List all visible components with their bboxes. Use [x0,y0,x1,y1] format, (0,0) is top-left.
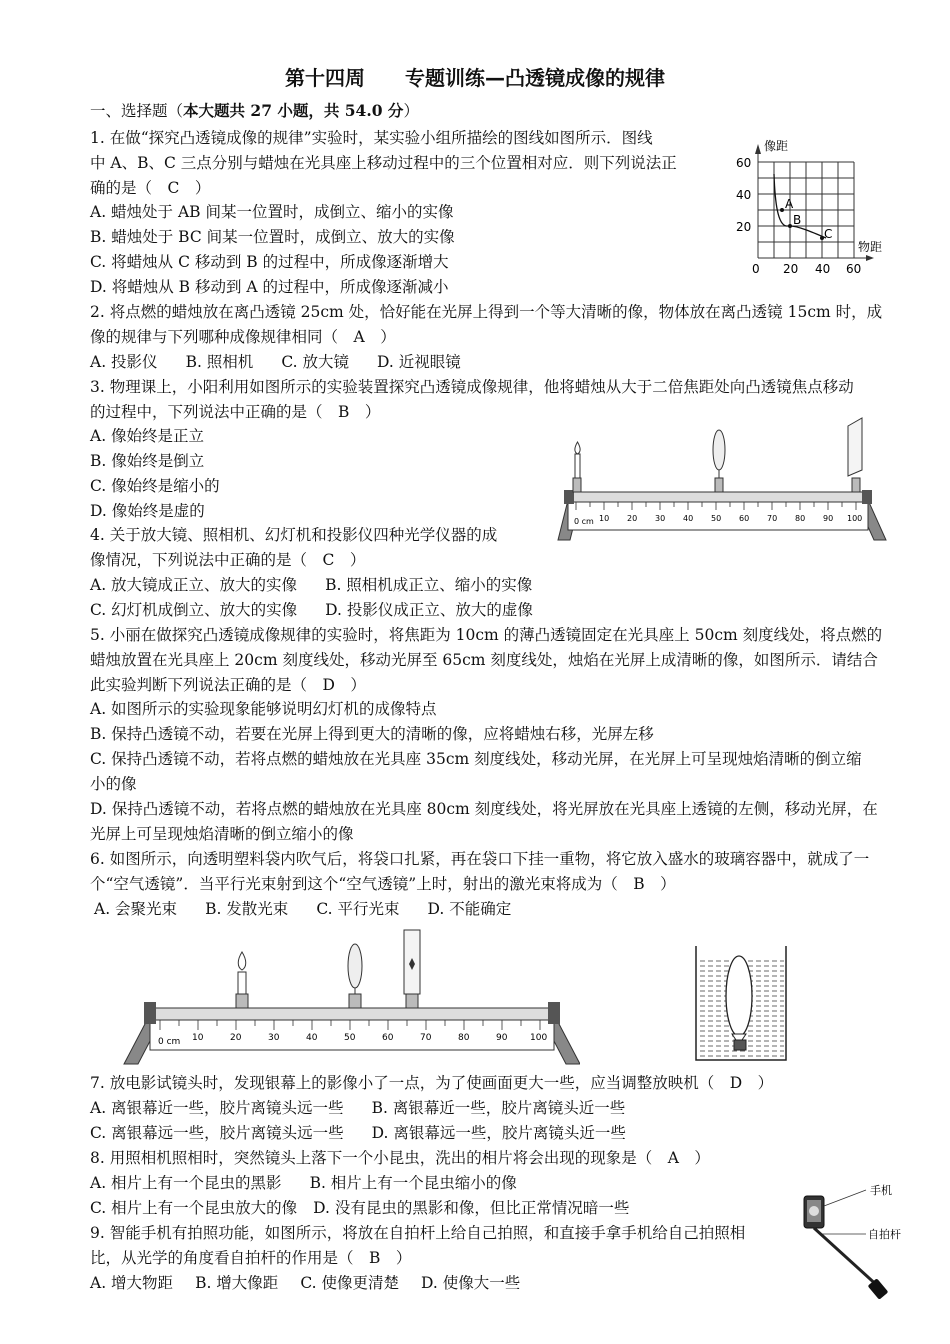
q2-stem-2: 像的规律与下列哪种成像规律相同（ A ） [90,328,396,346]
q1-option-b: B. 蜡烛处于 BC 间某一位置时，成倒立、放大的实像 [90,228,455,246]
bench1-cm: 0 cm [574,517,594,526]
q3-option-a: A. 像始终是正立 [90,427,205,445]
q6-stem-2: 个“空气透镜”．当平行光束射到这个“空气透镜”上时，射出的激光束将成为（ B ） [90,875,676,893]
q2-option-c: C. 放大镜 [281,353,349,371]
q7-option-b: B. 离银幕近一些，胶片离镜头近一些 [371,1099,626,1117]
bench2-t100: 100 [530,1033,548,1043]
q4-option-c: C. 幻灯机成倒立、放大的实像 [90,601,298,619]
bench2-t60: 60 [382,1033,394,1043]
q1-option-d: D. 将蜡烛从 B 移动到 A 的过程中，所成像逐渐减小 [90,278,449,296]
lens-icon [713,430,725,492]
bench1-t60: 60 [739,514,750,523]
q8-stem-1: 8. 用照相机照相时，突然镜头上落下一个小昆虫，洗出的相片将会出现的现象是（ A ） [90,1149,710,1167]
q4-option-b: B. 照相机成正立、缩小的实像 [325,576,533,594]
q9-option-a: A. 增大物距 [90,1274,174,1292]
q9-option-b: B. 增大像距 [195,1274,279,1292]
q9-stem-2: 比，从光学的角度看自拍杆的作用是（ B ） [90,1249,412,1267]
q8-option-b: B. 相片上有一个昆虫缩小的像 [309,1174,517,1192]
q8-options-row-2 [90,1197,629,1219]
q4-option-a: A. 放大镜成正立、放大的实像 [90,576,298,594]
q5-option-a: A. 如图所示的实验现象能够说明幻灯机的成像特点 [90,700,437,718]
q5-option-d-2: 光屏上可呈现烛焰清晰的倒立缩小的像 [90,825,354,843]
q3-option-c: C. 像始终是缩小的 [90,477,220,495]
q7-option-a: A. 离银幕近一些，胶片离镜头远一些 [90,1099,344,1117]
bench1-t30: 30 [655,514,666,523]
graph-point-b: B [793,213,802,227]
q4-stem-1: 4. 关于放大镜、照相机、幻灯机和投影仪四种光学仪器的成 [90,526,498,544]
section-bold: 本大题共 27 小题，共 54.0 分 [183,101,404,120]
screen-icon [404,930,420,1008]
graph-x40: 40 [815,262,831,276]
bench1-t50: 50 [711,514,722,523]
lens-icon [348,944,362,1008]
section-prefix: 一、选择题（ [90,102,184,120]
optical-bench-figure-2 [120,922,580,1068]
q6-stem-1: 6. 如图所示，向透明塑料袋内吹气后，将袋口扎紧，再在袋口下挂一重物，将它放入盛水的玻璃容器中，就成了一 [90,850,870,868]
graph-x20: 20 [783,262,799,276]
q2-option-b: B. 照相机 [185,353,254,371]
q3-option-b: B. 像始终是倒立 [90,452,205,470]
q1-stem-1: 1. 在做“探究凸透镜成像的规律”实验时，某实验小组所描绘的图线如图所示．图线 [90,129,653,147]
q6-option-b: B. 发散光束 [205,900,289,918]
q6-option-a: A. 会聚光束 [94,900,178,918]
bench2-cm: 0 cm [158,1037,181,1047]
section-header [90,100,419,122]
q4-options-row-1 [90,574,532,596]
q4-options-row-2 [90,599,533,621]
air-lens-container-figure [692,944,792,1062]
title-topic: 专题训练—凸透镜成像的规律 [405,66,665,90]
bench1-t90: 90 [823,514,834,523]
q5-stem-2: 蜡烛放置在光具座上 20cm 刻度线处，移动光屏至 65cm 刻度线处，烛焰在光屏上成清晰的像，如图所示．请结合 [90,651,878,669]
section-suffix: ） [403,102,419,120]
q1-graph [728,134,898,276]
bench2-t20: 20 [230,1033,242,1043]
page-title [0,62,950,91]
q8-option-c: C. 相片上有一个昆虫放大的像 [90,1199,298,1217]
q5-option-c-2: 小的像 [90,775,137,793]
q6-options [94,898,539,920]
q3-stem-1: 3. 物理课上，小阳利用如图所示的实验装置探究凸透镜成像规律，他将蜡烛从大于二倍焦距处向凸透镜焦点移动 [90,378,854,396]
graph-xlabel: 物距 [858,240,883,254]
q5-option-d-1: D. 保持凸透镜不动，若将点燃的蜡烛放在光具座 80cm 刻度线处，将光屏放在光具座上透镜的左侧，移动光屏，在 [90,800,878,818]
bench2-t10: 10 [192,1033,204,1043]
screen-icon [848,418,862,492]
q9-stem-1: 9. 智能手机有拍照功能，如图所示，将放在自拍杆上给自己拍照，和直接手拿手机给自己拍照相 [90,1224,746,1242]
bench1-t20: 20 [627,514,638,523]
q9-option-c: C. 使像更清楚 [300,1274,399,1292]
bench1-t70: 70 [767,514,778,523]
q9-option-d: D. 使像大一些 [420,1274,521,1292]
bench2-t80: 80 [458,1033,470,1043]
q1-option-c: C. 将蜡烛从 C 移动到 B 的过程中，所成像逐渐增大 [90,253,449,271]
bench1-t100: 100 [847,514,863,523]
title-week: 第十四周 [285,66,365,90]
q1-option-a: A. 蜡烛处于 AB 间某一位置时，成倒立、缩小的实像 [90,203,454,221]
q1-stem-2: 中 A、B、C 三点分别与蜡烛在光具座上移动过程中的三个位置相对应．则下列说法正 [90,154,677,172]
graph-point-c: C [824,227,833,241]
q7-options-row-1 [90,1097,625,1119]
q2-option-d: D. 近视眼镜 [376,353,461,371]
graph-x60: 60 [846,262,862,276]
graph-ylabel: 像距 [764,139,789,153]
q4-option-d: D. 投影仪成正立、放大的虚像 [325,601,533,619]
graph-point-a: A [785,197,794,211]
q6-option-d: D. 不能确定 [427,900,512,918]
q5-option-b: B. 保持凸透镜不动，若要在光屏上得到更大的清晰的像，应将蜡烛右移，光屏左移 [90,725,654,743]
q3-stem-2: 的过程中，下列说法中正确的是（ B ） [90,403,381,421]
q2-option-a: A. 投影仪 [90,353,158,371]
graph-x0: 0 [752,262,760,276]
q7-option-d: D. 离银幕远一些，胶片离镜头近一些 [371,1124,626,1142]
graph-y20: 20 [736,220,752,234]
q7-options-row-2 [90,1122,626,1144]
bench2-t50: 50 [344,1033,356,1043]
q7-stem-1: 7. 放电影试镜头时，发现银幕上的影像小了一点，为了使画面更大一些，应当调整放映机（ D ） [90,1074,774,1092]
selfie-stick-figure [790,1176,910,1302]
graph-y60: 60 [736,156,752,170]
q9-options [90,1272,548,1294]
optical-bench-figure-1 [556,412,891,546]
bench1-t40: 40 [683,514,694,523]
q5-stem-1: 5. 小丽在做探究凸透镜成像规律的实验时，将焦距为 10cm 的薄凸透镜固定在光具座上 50cm 刻度线处，将点燃的 [90,626,883,644]
bench1-t10: 10 [599,514,610,523]
graph-y40: 40 [736,188,752,202]
bench2-t70: 70 [420,1033,432,1043]
bench1-t80: 80 [795,514,806,523]
q4-stem-2: 像情况，下列说法中正确的是（ C ） [90,551,366,569]
q3-option-d: D. 像始终是虚的 [90,502,205,520]
q2-options [90,351,489,373]
selfie-phone-label: 手机 [870,1184,892,1197]
q5-option-c-1: C. 保持凸透镜不动，若将点燃的蜡烛放在光具座 35cm 刻度线处，移动光屏，在光屏上可呈现烛焰清晰的倒立缩 [90,750,862,768]
bench2-t40: 40 [306,1033,318,1043]
q6-option-c: C. 平行光束 [316,900,400,918]
q8-options-row-1 [90,1172,517,1194]
q5-stem-3: 此实验判断下列说法正确的是（ D ） [90,676,366,694]
candle-icon [236,952,248,1008]
bench2-t30: 30 [268,1033,280,1043]
selfie-stick-label: 自拍杆 [868,1228,901,1241]
q8-option-a: A. 相片上有一个昆虫的黑影 [90,1174,282,1192]
q2-stem-1: 2. 将点燃的蜡烛放在离凸透镜 25cm 处，恰好能在光屏上得到一个等大清晰的像，物体放在离凸透镜 15cm 时，成 [90,303,883,321]
bench2-t90: 90 [496,1033,508,1043]
q1-stem-3: 确的是（ C ） [90,179,211,197]
q8-option-d: D. 没有昆虫的黑影和像，但比正常情况暗一些 [313,1199,630,1217]
candle-icon [573,442,581,492]
q7-option-c: C. 离银幕远一些，胶片离镜头远一些 [90,1124,344,1142]
